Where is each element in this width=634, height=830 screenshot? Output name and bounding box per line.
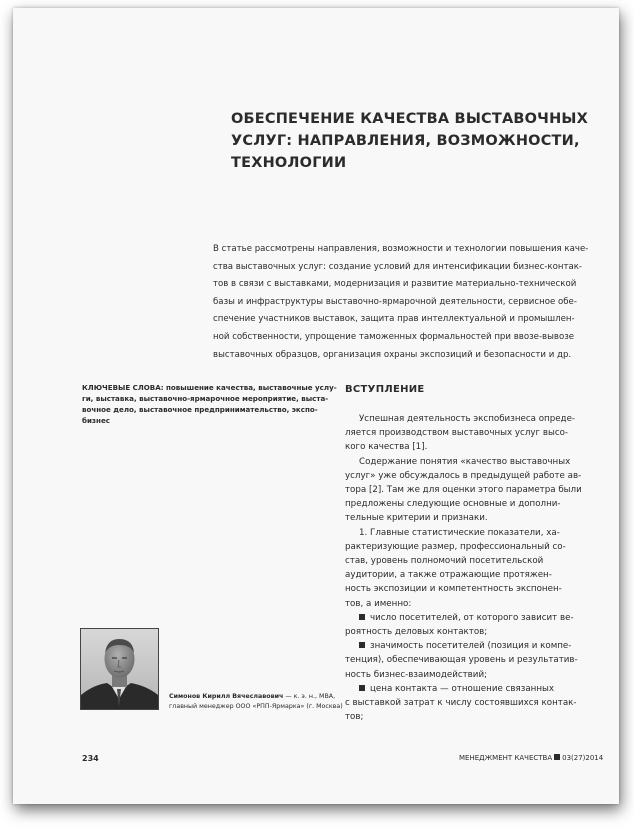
keywords-label: КЛЮЧЕВЫЕ СЛОВА: [82,383,164,392]
body-line [345,668,603,682]
body-line [345,483,603,497]
body-line [345,597,603,611]
body-line [345,412,603,426]
body-line-text: аудитории, а также отражающие протяжен- [345,570,552,581]
body-line-text: с выставкой затрат к числу состоявшихся контак- [345,698,577,709]
author-portrait-image [81,629,158,709]
journal-footer [459,754,604,762]
body-text-column [345,412,603,724]
body-line [345,696,603,710]
body-line-text: тенция), обеспечивающая уровень и результатив- [345,655,578,666]
body-line [345,511,603,525]
author-affiliation: главный менеджер ООО «РПП-Ярмарка» (г. Москва) [169,703,343,710]
body-line [345,653,603,667]
body-line-text: ность бизнес-взаимодействий; [345,669,488,680]
square-separator-icon [554,754,560,760]
bullet-line [345,639,603,653]
keywords-block [82,382,337,426]
body-line [345,582,603,596]
keywords-line: вочное дело, выставочное предпринимательство, экспо- [82,405,318,414]
author-photo [80,628,159,710]
square-bullet-icon [359,642,365,648]
body-line-text: Содержание понятия «качество выставочных [359,456,571,467]
keywords-line: бизнес [82,416,110,425]
article-title [231,108,591,174]
author-line-1 [169,692,349,702]
body-line [345,426,603,440]
abstract-line: базы и инфраструктуры выставочно-ярмарочной деятельности, сервисное обе- [213,296,577,307]
body-line-text: значимость посетителей (позиция и компе- [370,641,572,652]
title-line: УСЛУГ: НАПРАВЛЕНИЯ, ВОЗМОЖНОСТИ, [231,133,580,149]
body-line-text: ность экспозиции и компетентность экспонен- [345,584,562,595]
title-line: ТЕХНОЛОГИИ [231,155,347,171]
section-heading: ВСТУПЛЕНИЕ [345,384,425,395]
abstract-line: ства выставочных услуг: создание условий для интенсификации бизнес-контак- [213,261,583,272]
keywords-text: повышение качества, выставочные услу- [163,383,337,392]
body-line [345,554,603,568]
abstract-line: В статье рассмотрены направления, возможности и технологии повышения каче- [213,244,589,254]
body-line-text: Успешная деятельность экспобизнеса опреде- [359,414,576,424]
article-abstract [213,241,601,364]
body-line-text: ляется производством выставочных услуг высо- [345,428,569,439]
journal-issue: 03(27)2014 [562,754,604,762]
bullet-line [345,611,603,625]
body-line-text: став, уровень полномочий посетительской [345,556,544,567]
author-name: Симонов Кирилл Вячеславович [169,693,284,700]
body-line-text: число посетителей, от которого зависит ве- [370,612,574,623]
abstract-line: спечение участников выставок, защита прав интеллектуальной и промышлен- [213,314,575,325]
body-line [345,497,603,511]
bullet-line [345,682,603,696]
author-degrees: — к. э. н., MBA, [283,693,336,700]
body-line-text: предложены следующие основные и дополни- [345,499,561,510]
body-line-text: тельные критерии и признаки. [345,513,488,524]
keywords-line [82,382,337,393]
square-bullet-icon [359,685,365,691]
page-number: 234 [82,754,99,763]
body-line [345,526,603,540]
square-bullet-icon [359,614,365,620]
keywords-line: ги, выставка, выставочно-ярмарочное мероприятие, выста- [82,394,329,403]
abstract-line: ной собственности, упрощение таможенных формальностей при ввозе-вывозе [213,331,575,342]
author-info [169,692,349,712]
body-line [345,540,603,554]
body-line [345,710,603,724]
body-line [345,568,603,582]
body-line-text: цена контакта — отношение связанных [370,683,555,694]
title-line: ОБЕСПЕЧЕНИЕ КАЧЕСТВА ВЫСТАВОЧНЫХ [231,111,589,127]
body-line-text: услуг» уже обсуждалось в предыдущей работе ав- [345,470,582,481]
body-line-text: рактеризующие размер, профессиональный со- [345,541,566,552]
body-line [345,469,603,483]
body-line [345,455,603,469]
body-line [345,440,603,454]
body-line-text: кого качества [1]. [345,442,428,453]
body-line [345,625,603,639]
body-line-text: 1. Главные статистические показатели, ха- [359,527,560,538]
body-line-text: тора [2]. Там же для оценки этого параметра были [345,485,582,496]
body-line-text: тов, а именно: [345,598,412,609]
journal-name: МЕНЕДЖМЕНТ КАЧЕСТВА [459,754,553,762]
abstract-line: выставочных образцов, организация охраны экспозиций и безопасности и др. [213,349,572,360]
body-line-text: роятность деловых контактов; [345,627,488,638]
magazine-page [13,8,619,804]
abstract-line: тов в связи с выставками, модернизация и развитие материально-технической [213,279,577,290]
body-line-text: тов; [345,712,364,723]
